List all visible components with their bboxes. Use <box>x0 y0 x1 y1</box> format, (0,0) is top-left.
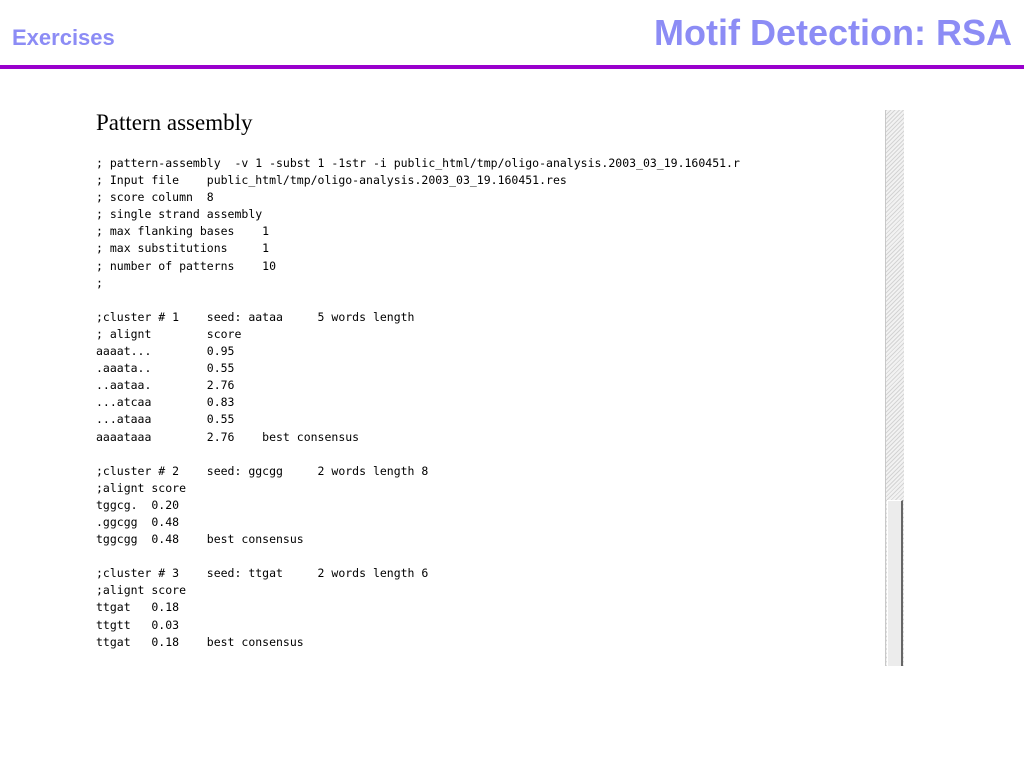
output-line: ;alignt score <box>96 480 187 495</box>
output-line: ttgat 0.18 <box>96 600 180 615</box>
output-line: ; <box>96 275 103 290</box>
output-line: .ggcgg 0.48 <box>96 514 180 529</box>
output-line: ; Input file public_html/tmp/oligo-analysis.2003_03_19.160451.res <box>96 173 567 188</box>
output-line: ...atcaa 0.83 <box>96 395 235 410</box>
slide-title: Motif Detection: RSA <box>654 12 1012 53</box>
page-heading: Pattern assembly <box>96 110 253 135</box>
output-line: ttgtt 0.03 <box>96 617 180 632</box>
output-line <box>96 548 740 565</box>
output-line: ; pattern-assembly -v 1 -subst 1 -1str -i public_html/tmp/oligo-analysis.2003_03_19.160451.r <box>96 156 740 170</box>
output-line: ...ataaa 0.55 <box>96 412 235 427</box>
output-line: ;alignt score <box>96 583 187 598</box>
output-line: tggcgg 0.48 best consensus <box>96 532 304 547</box>
output-line: ttgat 0.18 best consensus <box>96 634 304 649</box>
output-line: ; alignt score <box>96 326 242 341</box>
output-line: ..aataa. 2.76 <box>96 378 235 393</box>
output-line <box>96 446 740 463</box>
assembly-output <box>96 155 740 651</box>
document-area <box>86 110 884 666</box>
scrollbar-thumb[interactable] <box>887 500 903 666</box>
output-line: ; score column 8 <box>96 190 214 205</box>
output-line: tggcg. 0.20 <box>96 497 180 512</box>
output-line: ;cluster # 2 seed: ggcgg 2 words length 8 <box>96 463 429 478</box>
vertical-scrollbar[interactable] <box>885 110 904 666</box>
output-line: ;cluster # 3 seed: ttgat 2 words length 6 <box>96 566 429 581</box>
browser-screenshot <box>86 110 904 666</box>
output-line: .aaata.. 0.55 <box>96 361 235 376</box>
output-line <box>96 292 740 309</box>
output-line: ; number of patterns 10 <box>96 258 277 273</box>
section-label: Exercises <box>12 25 115 50</box>
slide-header <box>0 0 1024 72</box>
output-line: ;cluster # 1 seed: aataa 5 words length <box>96 309 415 324</box>
output-line: ; max flanking bases 1 <box>96 224 270 239</box>
output-line: ; max substitutions 1 <box>96 241 270 256</box>
output-line: aaaataaa 2.76 best consensus <box>96 429 360 444</box>
output-line: aaaat... 0.95 <box>96 344 235 359</box>
output-line: ; single strand assembly <box>96 207 263 222</box>
title-divider <box>0 65 1024 69</box>
